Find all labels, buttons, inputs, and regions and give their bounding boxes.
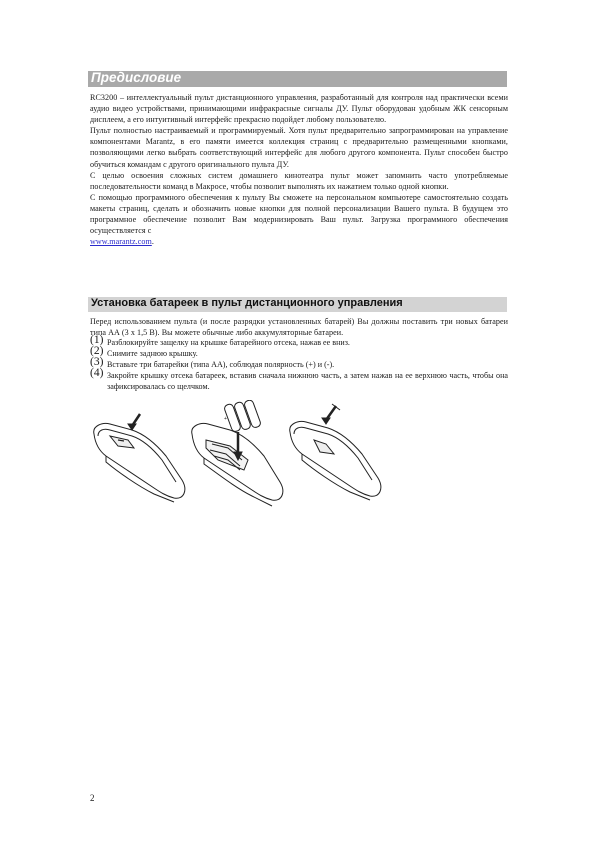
foreword-paragraph: Пульт полностью настраиваемый и программируемый. Хотя пульт предварительно запрограммирован на управление компонентами Marantz, в его памяти имеется коллекция страниц с предварительно размещенными кнопками, позволяющими легко выбрать соответствующий интерфейс для любого другого компонента. Пульт способен быстро обучиться командам с другого оригинального пульта ДУ.: [90, 126, 508, 169]
svg-text:+: +: [224, 416, 227, 422]
foreword-paragraph: RC3200 – интеллектуальный пульт дистанционного управления, разработанный для контроля над практически всеми аудио видео устройствами, принимающими инфракрасные сигналы ДУ. Пульт оборудован удобным ЖК сенсорным дисплеем, а его интуитивный интерфейс прекрасно подойдет любому пользователю.: [90, 93, 508, 125]
foreword-paragraph: С целью освоения сложных систем домашнего кинотеатра пульт может запомнить часто употребляемые последовательности команд в Макросе, чтобы позволит выполнять их нажатием только одной кнопки.: [90, 170, 508, 191]
step-text: Разблокируйте защелку на крышке батарейного отсека, нажав ее вниз.: [107, 338, 350, 347]
step-number: (4): [90, 367, 104, 380]
step-number: (1): [90, 334, 104, 346]
foreword-paragraph: [90, 192, 508, 247]
batteries-intro-text: Перед использованием пульта (и после разрядки установленных батарей) Вы должны поставить три новых батареи типа АА (3 x 1,5 В). Вы можете обычные либо аккумуляторные батареи.: [90, 317, 508, 338]
step-item: [90, 356, 508, 370]
step-number: (3): [90, 356, 104, 369]
remote-batteries-illustration: [188, 400, 288, 508]
section-header-batteries: [88, 297, 507, 312]
step-text: Вставьте три батарейки (типа АА), соблюдая полярность (+) и (-).: [107, 360, 335, 370]
section-title-batteries: Установка батареек в пульт дистанционного управления: [91, 297, 403, 309]
step-item: [90, 367, 508, 392]
section-title-foreword: Предисловие: [91, 70, 182, 85]
remote-close-cover-illustration: [284, 400, 384, 505]
remote-unlock-illustration: [88, 400, 188, 505]
foreword-paragraph-text: С помощью программного обеспечения к пульту Вы сможете на персональном компьютере самостоятельно создать макеты страниц, сделать и обозначить новые кнопки для полной персонализации Вашего пульта. В будущем это программное обеспечение позволит Вам модернизировать Ваш пульт. Загрузка программного обеспечения осуществляется с: [90, 192, 508, 236]
step-number: (2): [90, 345, 104, 358]
step-item: [90, 334, 508, 348]
marantz-link[interactable]: www.marantz.com: [90, 237, 152, 247]
section-header-foreword: [88, 71, 507, 87]
foreword-body: [90, 92, 508, 247]
link-suffix: .: [151, 237, 154, 247]
page-number: 2: [90, 793, 95, 803]
step-text: Снимите заднюю крышку.: [107, 349, 198, 359]
batteries-intro: [90, 316, 508, 338]
step-text: Закройте крышку отсека батареек, вставив сначала нижнюю часть, а затем нажав на ее верхнюю часть, чтобы она зафиксировалась со щелчком.: [107, 371, 508, 392]
battery-steps-list: [90, 334, 508, 392]
step-item: [90, 345, 508, 359]
